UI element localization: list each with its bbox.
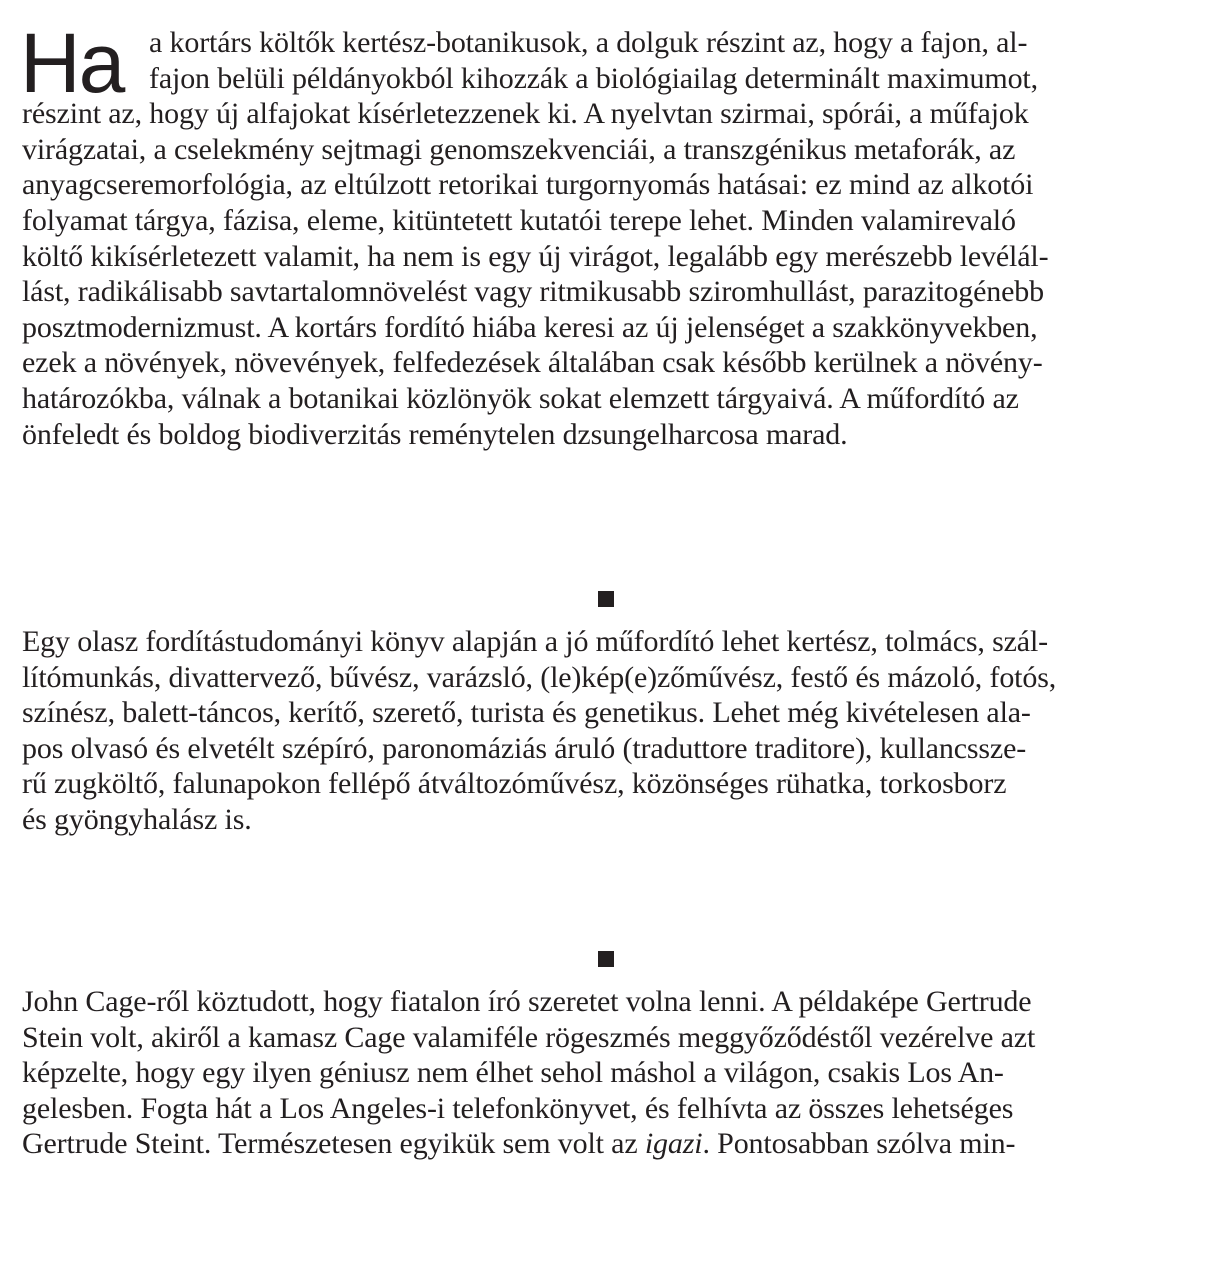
text-line: anyagcseremorfológia, az eltúlzott retorikai turgornyomás hatásai: ez mind az alkotói [22, 168, 1034, 202]
italic-word: igazi [644, 1127, 703, 1161]
text-line: fajon belüli példányokból kihozzák a biológiailag determinált maximumot, [149, 61, 1038, 95]
text-line: és gyöngyhalász is. [22, 802, 252, 836]
text-line: gelesben. Fogta hát a Los Angeles-i telefonkönyvet, és felhívta az összes lehetséges [22, 1091, 1014, 1125]
drop-cap: Ha [20, 16, 124, 110]
text-line: határozókba, válnak a botanikai közlönyök sokat elemzett tárgyaivá. A műfordító az [22, 381, 1019, 415]
text-line: színész, balett-táncos, kerítő, szerető, turista és genetikus. Lehet még kivételesen ala- [22, 696, 1031, 730]
text-line: ezek a növények, növevények, felfedezések általában csak később kerülnek a növény- [22, 346, 1043, 380]
text-line: költő kikísérletezett valamit, ha nem is egy új virágot, legalább egy merészebb levélál- [22, 239, 1049, 273]
text-line: John Cage-ről köztudott, hogy fiatalon író szeretet volna lenni. A példaképe Gertrude [22, 985, 1032, 1018]
text-line: képzelte, hogy egy ilyen géniusz nem élhet sehol máshol a világon, csakis Los An- [22, 1056, 1004, 1090]
text-line: a kortárs költők kertész-botanikusok, a dolguk részint az, hogy a fajon, al- [149, 26, 1028, 59]
text-line: lítómunkás, divattervező, bűvész, varázsló, (le)kép(e)zőművész, festő és mázoló, fotós, [22, 660, 1057, 694]
text-line: folyamat tárgya, fázisa, eleme, kitüntetett kutatói terepe lehet. Minden valamirevaló [22, 203, 1016, 237]
section-separator-square-icon [598, 591, 614, 607]
section-separator-square-icon [598, 951, 614, 967]
text-line: virágzatai, a cselekmény sejtmagi genomszekvenciái, a transzgénikus metaforák, az [22, 132, 1016, 166]
text-line-with-italic [22, 1126, 1200, 1162]
text-line: Stein volt, akiről a kamasz Cage valamiféle rögeszmés meggyőződéstől vezérelve azt [22, 1020, 1036, 1054]
text-line: Egy olasz fordítástudományi könyv alapján a jó műfordító lehet kertész, tolmács, szál- [22, 625, 1048, 658]
paragraph-3 [22, 984, 1200, 1162]
text-line: rű zugköltő, falunapokon fellépő átváltozóművész, közönséges rühatka, torkosborz [22, 767, 1007, 801]
paragraph-1 [20, 16, 1200, 452]
text-line: önfeledt és boldog biodiverzitás reménytelen dzsungelharcosa marad. [22, 417, 848, 451]
text-line: posztmodernizmust. A kortárs fordító hiába keresi az új jelenséget a szakkönyvekben, [22, 310, 1038, 344]
paragraph-2 [22, 624, 1200, 838]
text-line: pos olvasó és elvetélt szépíró, paronomáziás áruló (traduttore traditore), kullancssze- [22, 731, 1027, 765]
text-line: lást, radikálisabb savtartalomnövelést vagy ritmikusabb sziromhullást, parazitogénebb [22, 275, 1044, 309]
text-segment: Gertrude Steint. Természetesen egyikük sem volt az [22, 1127, 645, 1161]
text-line: részint az, hogy új alfajokat kísérletezzenek ki. A nyelvtan szirmai, spórái, a műfajok [22, 97, 1029, 131]
text-segment: . Pontosabban szólva min- [702, 1127, 1016, 1161]
